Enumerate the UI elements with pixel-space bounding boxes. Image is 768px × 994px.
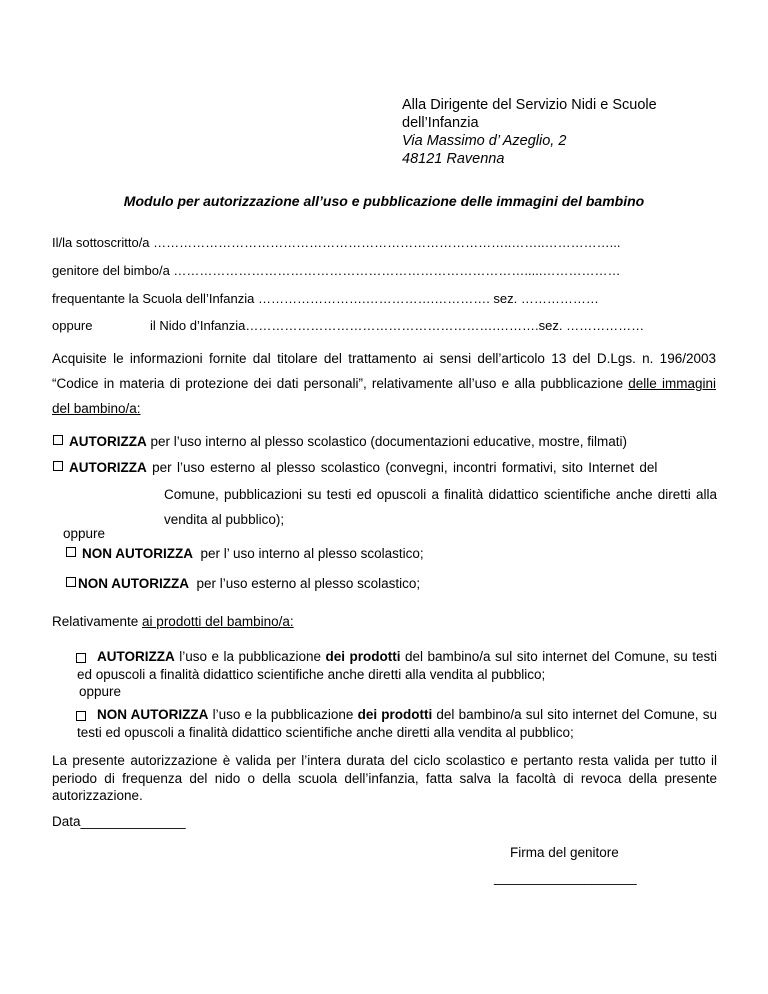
- option-text-a: l’uso e la pubblicazione: [208, 707, 358, 722]
- nursery-field[interactable]: il Nido d’Infanzia………………………………………………….……….sez. ………………: [150, 318, 645, 333]
- nursery-or-label: oppure: [52, 318, 93, 333]
- products-option-2[interactable]: [77, 706, 717, 742]
- address-line-2: dell’Infanzia: [402, 115, 479, 131]
- option-label-bold: NON AUTORIZZA: [78, 576, 189, 591]
- option-label-text: per l’uso esterno al plesso scolastico (convegni, incontri formativi, sito Internet del: [146, 460, 658, 475]
- option-label-text: per l’uso esterno al plesso scolastico;: [189, 576, 421, 591]
- form-title: Modulo per autorizzazione all’uso e pubblicazione delle immagini del bambino: [123, 193, 645, 209]
- images-option-2-continuation: Comune, pubblicazioni su testi ed opuscoli a finalità didattico scientifiche anche diretti alla vendita al pubblico);: [164, 487, 717, 527]
- images-option-2[interactable]: [53, 460, 717, 475]
- signature-label: Firma del genitore: [510, 845, 619, 860]
- checkbox-icon[interactable]: [76, 653, 86, 663]
- address-line-3: Via Massimo d’ Azeglio, 2: [402, 133, 567, 149]
- products-option-1[interactable]: [77, 648, 717, 684]
- images-or-label: oppure: [63, 526, 106, 541]
- checkbox-icon[interactable]: [66, 577, 76, 587]
- products-heading-underlined: ai prodotti del bambino/a:: [142, 614, 294, 629]
- checkbox-icon[interactable]: [53, 435, 63, 445]
- option-label-bold: NON AUTORIZZA: [82, 546, 193, 561]
- option-label-text: per l’ uso interno al plesso scolastico;: [193, 546, 424, 561]
- option-label-bold-2: dei prodotti: [357, 707, 433, 722]
- images-option-1[interactable]: [53, 434, 717, 449]
- school-field[interactable]: frequentante la Scuola dell’Infanzia …………………….…………….…………. sez. ………………: [52, 291, 599, 306]
- option-label-bold: NON AUTORIZZA: [97, 707, 209, 722]
- address-line-1: Alla Dirigente del Servizio Nidi e Scuole: [402, 97, 657, 113]
- option-label-bold: AUTORIZZA: [69, 434, 147, 449]
- option-label-bold-2: dei prodotti: [325, 649, 401, 664]
- recipient-address: [402, 96, 657, 168]
- products-heading-prefix: Relativamente: [52, 614, 143, 629]
- checkbox-icon[interactable]: [76, 711, 86, 721]
- checkbox-icon[interactable]: [66, 547, 76, 557]
- intro-underlined: delle immagini del bambino/a:: [52, 376, 716, 416]
- products-heading: [52, 614, 294, 629]
- images-option-3[interactable]: [66, 546, 424, 561]
- option-text-b: del bambino/a sul sito internet del Comune, su testi ed opuscoli a finalità didattico scientifiche anche diretti alla vendita al pubblico;: [77, 649, 717, 682]
- option-label-bold: AUTORIZZA: [97, 649, 175, 664]
- parent-of-field[interactable]: genitore del bimbo/a ……………………………………………………………………….....………………: [52, 263, 621, 278]
- products-or-label: oppure: [79, 684, 122, 699]
- option-label-bold: AUTORIZZA: [69, 460, 147, 475]
- address-line-4: 48121 Ravenna: [402, 151, 505, 167]
- signer-field[interactable]: Il/la sottoscritto/a ………………………………………………………………………..……..……………...: [52, 235, 621, 250]
- intro-paragraph: [52, 346, 716, 421]
- images-option-4[interactable]: [66, 576, 420, 591]
- date-field[interactable]: Data______________: [52, 814, 186, 829]
- validity-paragraph: La presente autorizzazione è valida per l’intera durata del ciclo scolastico e pertanto resta valida per tutto il periodo di frequenza del nido o della scuola dell’infanzia, fatta salva la facoltà di revoca della presente autorizzazione.: [52, 753, 717, 803]
- intro-text: Acquisite le informazioni fornite dal titolare del trattamento ai sensi dell’articolo 13 del D.Lgs. n. 196/2003 “Codice in materia di protezione dei dati personali”, relativamente all’uso e alla pubblicazione: [52, 351, 716, 391]
- checkbox-icon[interactable]: [53, 461, 63, 471]
- signature-line[interactable]: ___________________: [494, 870, 637, 885]
- option-text-b: del bambino/a sul sito internet del Comune, su testi ed opuscoli a finalità didattico scientifiche anche diretti alla vendita al pubblico;: [77, 707, 717, 740]
- option-text-a: l’uso e la pubblicazione: [174, 649, 326, 664]
- option-label-text: per l’uso interno al plesso scolastico (documentazioni educative, mostre, filmati): [146, 434, 627, 449]
